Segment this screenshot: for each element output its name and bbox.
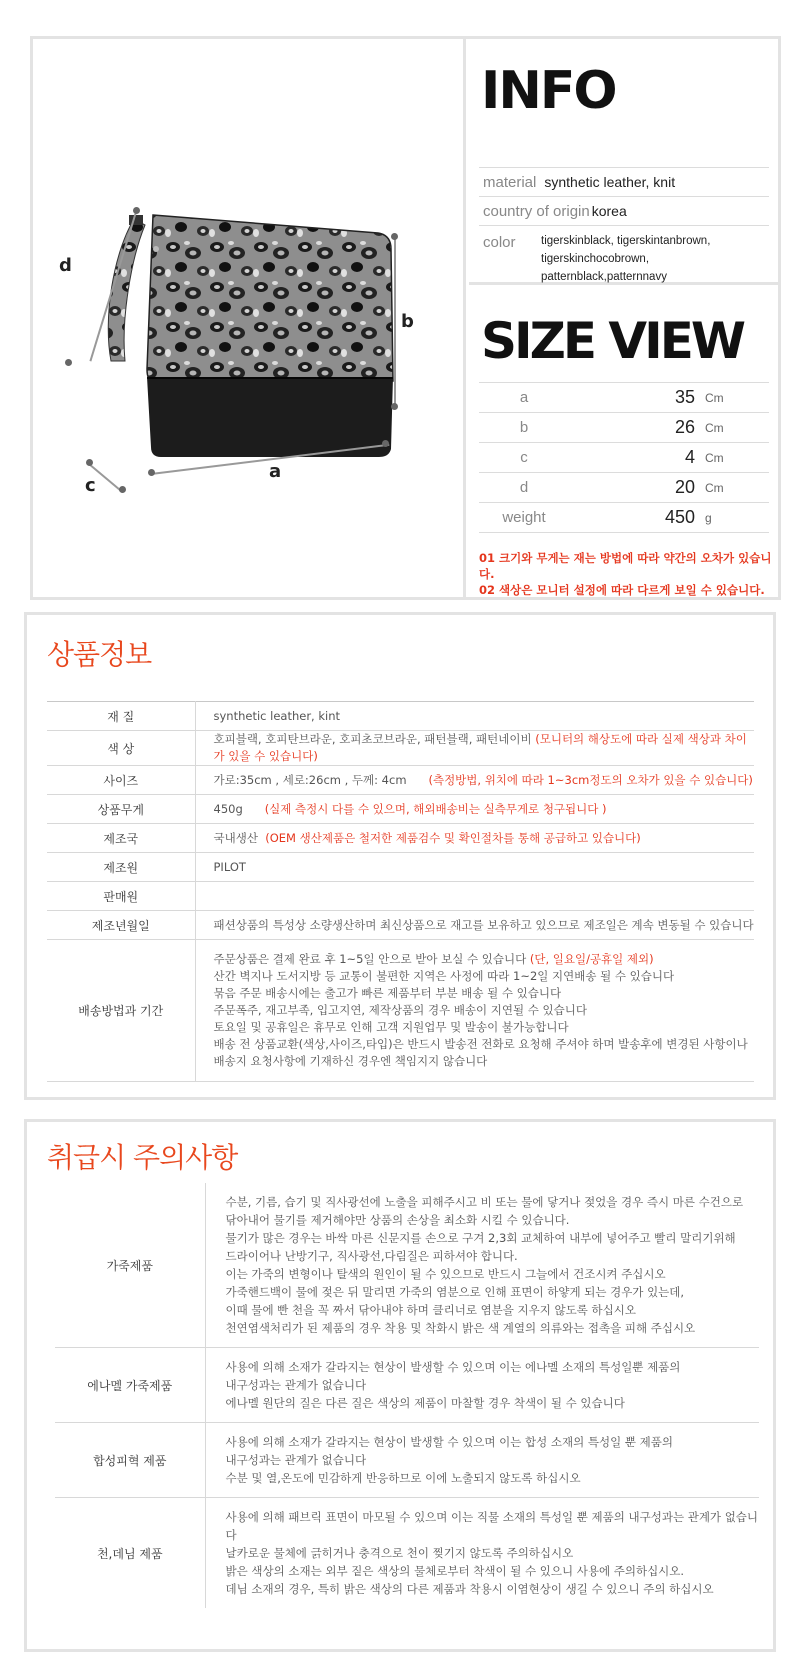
spec-value bbox=[195, 766, 754, 795]
care-key: 천,데님 제품 bbox=[55, 1498, 205, 1609]
care-value bbox=[205, 1183, 759, 1348]
product-info-title: 상품정보 bbox=[47, 638, 152, 671]
spec-row bbox=[47, 911, 754, 940]
care-line: 가죽핸드백이 물에 젖은 뒤 말리면 가죽의 염분으로 인해 표면이 하얗게 되는 경우가 있는데, bbox=[225, 1285, 685, 1299]
spec-value-text: PILOT bbox=[213, 859, 246, 874]
care-line: 사용에 의해 소재가 갈라지는 현상이 발생할 수 있으며 이는 합성 소재의 특성일 뿐 제품의 bbox=[225, 1435, 673, 1449]
size-notes bbox=[479, 550, 778, 598]
spec-value bbox=[195, 824, 754, 853]
size-label: a bbox=[479, 383, 569, 413]
size-unit: g bbox=[699, 503, 769, 533]
product-info-table bbox=[47, 701, 754, 1082]
care-value bbox=[205, 1498, 759, 1609]
shipping-line: 토요일 및 공휴일은 휴무로 인해 고객 지원업무 및 발송이 불가능합니다 bbox=[213, 1020, 569, 1034]
size-view-block bbox=[469, 288, 778, 597]
size-row bbox=[479, 473, 769, 503]
info-row-color bbox=[479, 225, 769, 290]
dimension-b-dot-top bbox=[391, 233, 398, 240]
shipping-line: 배송 전 상품교환(색상,사이즈,타입)은 반드시 발송전 전화로 요청해 주셔야 하며 발송후에 변경된 사항이나 bbox=[213, 1037, 748, 1051]
spec-value bbox=[195, 795, 754, 824]
spec-key: 색 상 bbox=[47, 731, 195, 766]
spec-value bbox=[195, 911, 754, 940]
product-photo-area bbox=[33, 39, 466, 597]
care-line: 밝은 색상의 소재는 외부 짙은 색상의 물체로부터 착색이 될 수 있으니 사용에 주의하십시오. bbox=[225, 1564, 685, 1578]
spec-value bbox=[195, 853, 754, 882]
size-value: 26 bbox=[569, 413, 699, 443]
care-line: 이때 물에 빤 천을 꼭 짜서 닦아내야 하며 클리너로 염분을 지우지 않도록 하십시오 bbox=[225, 1303, 636, 1317]
size-label: c bbox=[479, 443, 569, 473]
spec-key: 상품무게 bbox=[47, 795, 195, 824]
spec-key: 배송방법과 기간 bbox=[47, 940, 195, 1082]
spec-column bbox=[469, 39, 778, 597]
dimension-c-dot-bottom bbox=[119, 486, 126, 493]
size-label: d bbox=[479, 473, 569, 503]
shipping-line bbox=[214, 951, 755, 968]
care-key: 가죽제품 bbox=[55, 1183, 205, 1348]
spec-note: (실제 측정시 다를 수 있으며, 해외배송비는 실측무게로 청구됩니다 ) bbox=[264, 801, 607, 816]
size-row bbox=[479, 443, 769, 473]
dimension-c-dot-top bbox=[86, 459, 93, 466]
spec-note: (측정방법, 위치에 따라 1~3cm정도의 오차가 있을 수 있습니다) bbox=[428, 772, 753, 787]
size-unit: Cm bbox=[699, 383, 769, 413]
shipping-line-text: 주문상품은 결제 완료 후 1~5일 안으로 받아 보실 수 있습니다 bbox=[213, 952, 530, 966]
info-row-origin bbox=[479, 196, 769, 225]
care-line: 수분 및 열,온도에 민감하게 반응하므로 이에 노출되지 않도록 하십시오 bbox=[225, 1471, 581, 1485]
spec-row bbox=[47, 824, 754, 853]
care-value bbox=[205, 1348, 759, 1423]
care-section bbox=[24, 1119, 776, 1652]
size-note: 01 크기와 무게는 재는 방법에 따라 약간의 오차가 있습니다. bbox=[479, 551, 772, 581]
size-value: 4 bbox=[569, 443, 699, 473]
care-key: 에나멜 가죽제품 bbox=[55, 1348, 205, 1423]
info-value: korea bbox=[591, 203, 627, 219]
spec-value bbox=[195, 702, 754, 731]
care-line: 천연염색처리가 된 제품의 경우 착용 및 착화시 밝은 색 계열의 의류와는 접촉을 피해 주십시오 bbox=[225, 1321, 696, 1335]
size-unit: Cm bbox=[699, 473, 769, 503]
shipping-line: 배송지 요청사항에 기재하신 경우엔 책임지지 않습니다 bbox=[213, 1054, 488, 1068]
info-row-material bbox=[479, 167, 769, 196]
spec-key: 판매원 bbox=[47, 882, 195, 911]
dimension-a-dot-left bbox=[148, 469, 155, 476]
shipping-line: 주문폭주, 재고부족, 입고지연, 제작상품의 경우 배송이 지연될 수 있습니다 bbox=[213, 1003, 587, 1017]
info-block bbox=[469, 39, 778, 285]
spec-row bbox=[47, 795, 754, 824]
size-label: weight bbox=[479, 503, 569, 533]
care-line: 물기가 많은 경우는 바싹 마른 신문지를 손으로 구겨 2,3회 교체하여 내부에 넣어주고 빨리 말리기위해 bbox=[225, 1231, 736, 1245]
shipping-line: 산간 벽지나 도서지방 등 교통이 불편한 지역은 사정에 따라 1~2일 지연배송 될 수 있습니다 bbox=[213, 969, 675, 983]
spec-value-text: 가로:35cm , 세로:26cm , 두께: 4cm bbox=[213, 772, 429, 787]
spec-key: 사이즈 bbox=[47, 766, 195, 795]
spec-value bbox=[195, 940, 754, 1082]
care-row bbox=[55, 1423, 759, 1498]
size-unit: Cm bbox=[699, 413, 769, 443]
info-value: synthetic leather, knit bbox=[544, 174, 676, 190]
spec-value-text: 패션상품의 특성상 소량생산하며 최신상품으로 재고를 보유하고 있으므로 제조일은 계속 변동될 수 있습니다 bbox=[213, 917, 754, 932]
dimension-d-label: d bbox=[59, 255, 72, 276]
spec-row-shipping bbox=[47, 940, 754, 1082]
info-key: color bbox=[483, 234, 516, 251]
spec-note: (모니터의 해상도에 따라 실제 색상과 차이가 있을 수 있습니다) bbox=[213, 732, 747, 763]
spec-row bbox=[47, 766, 754, 795]
care-row bbox=[55, 1183, 759, 1348]
size-view-title: SIZE VIEW bbox=[481, 312, 744, 370]
spec-key: 제조국 bbox=[47, 824, 195, 853]
size-value: 450 bbox=[569, 503, 699, 533]
spec-value bbox=[195, 882, 754, 911]
spec-row bbox=[47, 731, 754, 766]
dimension-c-label: c bbox=[85, 475, 96, 496]
care-line: 드라이어나 난방기구, 직사광선,다림질은 피하셔야 합니다. bbox=[225, 1249, 518, 1263]
care-table bbox=[55, 1183, 759, 1608]
spec-value-text: 450g bbox=[213, 801, 265, 816]
info-key: country of origin bbox=[483, 203, 590, 220]
dimension-d-dot-top bbox=[133, 207, 140, 214]
size-value: 35 bbox=[569, 383, 699, 413]
care-line: 내구성과는 관계가 없습니다 bbox=[225, 1378, 367, 1392]
dimension-d-dot-bottom bbox=[65, 359, 72, 366]
dimension-b-dot-bottom bbox=[391, 403, 398, 410]
spec-value bbox=[195, 731, 754, 766]
spec-row bbox=[47, 853, 754, 882]
size-row bbox=[479, 503, 769, 533]
care-line: 닦아내어 물기를 제거해야만 상품의 손상을 최소화 시킬 수 있습니다. bbox=[225, 1213, 570, 1227]
info-key: material bbox=[483, 174, 537, 191]
care-row bbox=[55, 1498, 759, 1609]
size-row bbox=[479, 413, 769, 443]
shipping-line: 묶음 주문 배송시에는 출고가 빠른 제품부터 부분 배송 될 수 있습니다 bbox=[213, 986, 562, 1000]
spec-key: 재 질 bbox=[47, 702, 195, 731]
dimension-a-label: a bbox=[269, 461, 282, 482]
care-line: 사용에 의해 패브릭 표면이 마모될 수 있으며 이는 직물 소재의 특성일 뿐 제품의 내구성과는 관계가 없습니다 bbox=[225, 1510, 759, 1542]
size-row bbox=[479, 383, 769, 413]
care-title: 취급시 주의사항 bbox=[47, 1141, 238, 1174]
size-value: 20 bbox=[569, 473, 699, 503]
care-value bbox=[205, 1423, 759, 1498]
product-summary-panel bbox=[30, 36, 781, 600]
care-line: 이는 가죽의 변형이나 탈색의 원인이 될 수 있으므로 반드시 그늘에서 건조시켜 주십시오 bbox=[225, 1267, 666, 1281]
care-line: 데님 소재의 경우, 특히 밝은 색상의 다른 제품과 착용시 이염현상이 생길 수 있으니 주의 하십시오 bbox=[225, 1582, 714, 1596]
size-label: b bbox=[479, 413, 569, 443]
care-line: 에나멜 원단의 질은 다른 질은 색상의 제품이 마찰할 경우 착색이 될 수 있습니다 bbox=[225, 1396, 625, 1410]
spec-value-text: synthetic leather, kint bbox=[213, 708, 341, 723]
spec-row bbox=[47, 882, 754, 911]
dimension-b-label: b bbox=[401, 311, 414, 332]
spec-row bbox=[47, 702, 754, 731]
shipping-note: (단, 일요일/공휴일 제외) bbox=[529, 952, 654, 966]
spec-note: (OEM 생산제품은 철저한 제품검수 및 확인절차를 통해 공급하고 있습니다) bbox=[265, 830, 641, 845]
info-rows bbox=[479, 167, 769, 290]
care-line: 사용에 의해 소재가 갈라지는 현상이 발생할 수 있으며 이는 에나멜 소재의 특성일뿐 제품의 bbox=[225, 1360, 681, 1374]
dimension-b-line bbox=[394, 238, 396, 408]
spec-value-text: 국내생산 bbox=[213, 830, 266, 845]
spec-key: 제조년월일 bbox=[47, 911, 195, 940]
spec-key: 제조원 bbox=[47, 853, 195, 882]
care-row bbox=[55, 1348, 759, 1423]
size-note: 02 색상은 모니터 설정에 따라 다르게 보일 수 있습니다. bbox=[479, 583, 765, 597]
info-title: INFO bbox=[481, 61, 616, 121]
care-line: 수분, 기름, 습기 및 직사광선에 노출을 피해주시고 비 또는 물에 닿거나 젖었을 경우 즉시 마른 수건으로 bbox=[225, 1195, 744, 1209]
care-line: 날카로운 물체에 긁히거나 충격으로 천이 찢기지 않도록 주의하십시오 bbox=[225, 1546, 574, 1560]
size-table bbox=[479, 382, 769, 533]
info-value: tigerskinblack, tigerskintanbrown, tigerskinchocobrown, patternblack,patternnavy bbox=[541, 235, 711, 283]
dimension-a-dot-right bbox=[382, 440, 389, 447]
care-line: 내구성과는 관계가 없습니다 bbox=[225, 1453, 367, 1467]
product-info-section bbox=[24, 612, 776, 1100]
spec-value-text: 호피블랙, 호피탄브라운, 호피초코브라운, 패턴블랙, 패턴네이비 bbox=[213, 732, 536, 746]
care-key: 합성피혁 제품 bbox=[55, 1423, 205, 1498]
size-unit: Cm bbox=[699, 443, 769, 473]
